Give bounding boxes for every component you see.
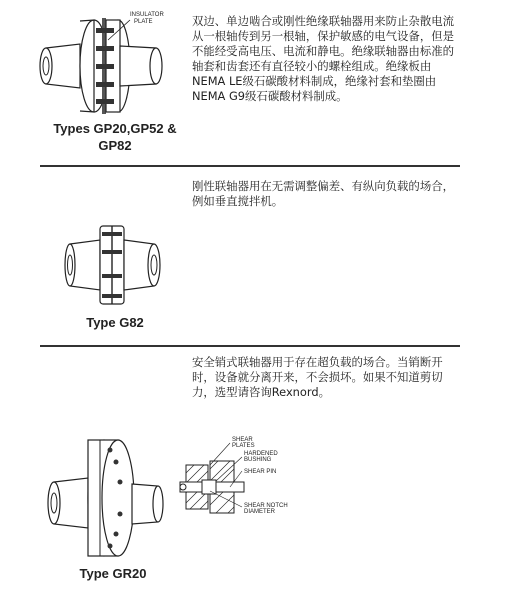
label-notch-1: SHEAR NOTCH	[244, 503, 288, 509]
caption-gp-line1: Types GP20,GP52 &	[53, 121, 177, 136]
label-plate: PLATE	[134, 19, 153, 25]
section-gp-types	[0, 0, 532, 165]
caption-g82: Type G82	[86, 315, 144, 330]
label-shear-plates-2: PLATES	[232, 443, 255, 449]
section-g82	[0, 167, 532, 345]
label-hardened-1: HARDENED	[244, 451, 278, 457]
label-insulator: INSULATOR	[130, 12, 164, 18]
g82-description	[192, 179, 462, 209]
gp-description	[192, 14, 462, 104]
section-gr20	[0, 347, 532, 601]
g82-coupling-illustration	[66, 210, 176, 320]
label-shear-plates-1: SHEAR	[232, 437, 253, 443]
caption-gr20: Type GR20	[79, 566, 147, 581]
label-notch-2: DIAMETER	[244, 509, 276, 515]
gp-coupling-illustration	[38, 6, 178, 118]
shear-pin-detail-diagram	[180, 435, 300, 540]
label-shear-pin: SHEAR PIN	[244, 469, 277, 475]
label-hardened-2: BUSHING	[244, 457, 272, 463]
g82-description-text: 刚性联轴器用在无需调整偏差、有纵向负载的场合，例如垂直搅拌机。	[192, 179, 454, 208]
caption-gp-line2: GP82	[98, 138, 132, 153]
gr20-description-text: 安全销式联轴器用于存在超负载的场合。当销断开时，设备就分离开来，不会损坏。如果不知道剪切力，选型请咨询Rexnord。	[192, 355, 443, 399]
gp-description-text: 双边、单边啮合或刚性绝缘联轴器用来防止杂散电流从一根轴传到另一根轴，保护敏感的电气设备，但是不能经受高电压、电流和静电。绝缘联轴器由标准的轴套和齿套还有直径较小的螺栓组成。绝缘板由NEMA LE级石碳酸材料制成，绝缘衬套和垫圈由NEMA G9级石碳酸材料制成。	[192, 14, 454, 103]
caption-gp-types	[50, 120, 180, 154]
gr20-description	[192, 355, 462, 400]
gr20-coupling-illustration	[50, 432, 170, 562]
